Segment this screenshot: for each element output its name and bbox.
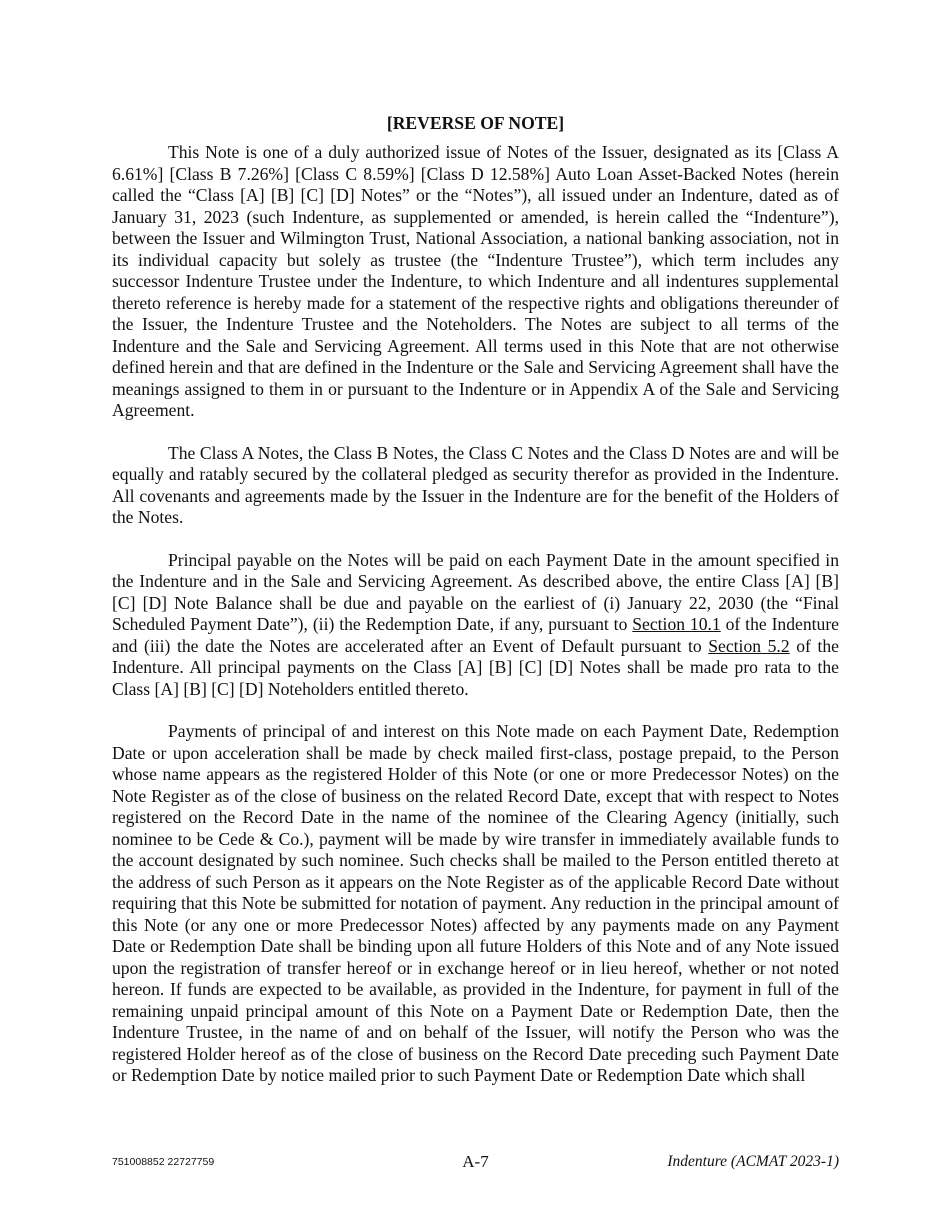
document-page	[112, 112, 839, 1108]
footer-document-title: Indenture (ACMAT 2023-1)	[667, 1153, 839, 1170]
section-reference-10-1: Section 10.1	[632, 614, 721, 634]
paragraph-principal-text-1: Principal payable on the Notes will be paid on each Payment Date in the amount specified in the Indenture and in the Sale and Servicing Agreement. As described above, the entire Class [A] [B] [C] [D] Note Balance shall be due and payable on the earliest of (i) January 22, 2030 (the “Final Scheduled Payment Date”), (ii) the Redemption Date, if any, pursuant to	[112, 549, 839, 634]
paragraph-note-description: This Note is one of a duly authorized issue of Notes of the Issuer, designated as its [Class A 6.61%] [Class B 7.26%] [Class C 8.59%] [Class D 12.58%] Auto Loan Asset-Backed Notes (herein called the “Class [A] [B] [C] [D] Notes” or the “Notes”), all issued under an Indenture, dated as of January 31, 2023 (such Indenture, as supplemented or amended, is herein called the “Indenture”), between the Issuer and Wilmington Trust, National Association, a national banking association, not in its individual capacity but solely as trustee (the “Indenture Trustee”), which term includes any successor Indenture Trustee under the Indenture, to which Indenture and all indentures supplemental thereto reference is hereby made for a statement of the respective rights and obligations thereunder of the Issuer, the Indenture Trustee and the Noteholders. The Notes are subject to all terms of the Indenture and the Sale and Servicing Agreement. All terms used in this Note that are not otherwise defined herein and that are defined in the Indenture or the Sale and Servicing Agreement shall have the meanings assigned to them in or pursuant to the Indenture or in Appendix A of the Sale and Servicing Agreement.	[112, 142, 839, 420]
footer-document-id: 751008852 22727759	[112, 1156, 215, 1168]
footer-page-number: A-7	[462, 1152, 489, 1171]
page-footer	[112, 1152, 839, 1176]
section-reference-5-2: Section 5.2	[708, 635, 790, 656]
paragraph-payments: Payments of principal of and interest on this Note made on each Payment Date, Redemption Date or upon acceleration shall be made by check mailed first-class, postage prepaid, to the Person whose name appears as the registered Holder of this Note (or one or more Predecessor Notes) on the Note Register as of the close of business on the related Record Date, except that with respect to Notes registered on the Record Date in the name of the nominee of the Clearing Agency (initially, such nominee to be Cede & Co.), payment will be made by wire transfer in immediately available funds to the account designated by such nominee. Such checks shall be mailed to the Person entitled thereto at the address of such Person as it appears on the Note Register as of the applicable Record Date without requiring that this Note be submitted for notation of payment. Any reduction in the principal amount of this Note (or any one or more Predecessor Notes) affected by any payments made on any Payment Date or Redemption Date shall be binding upon all future Holders of this Note and of any Note issued upon the registration of transfer hereof or in exchange hereof or in lieu hereof, whether or not noted hereon. If funds are expected to be available, as provided in the Indenture, for payment in full of the remaining unpaid principal amount of this Note on a Payment Date or Redemption Date, then the Indenture Trustee, in the name of and on behalf of the Issuer, will notify the Person who was the registered Holder hereof as of the close of business on the Record Date preceding such Payment Date or Redemption Date by notice mailed prior to such Payment Date or Redemption Date which shall	[112, 721, 839, 1085]
paragraph-principal-text-3: of the Indenture. All principal payments on the Class [A] [B] [C] [D] Notes shall be made pro rata to the Class [A] [B] [C] [D] Noteholders entitled thereto.	[112, 635, 839, 699]
paragraph-principal-payable	[112, 550, 839, 701]
paragraph-security: The Class A Notes, the Class B Notes, the Class C Notes and the Class D Notes are and will be equally and ratably secured by the collateral pledged as security therefor as provided in the Indenture. All covenants and agreements made by the Issuer in the Indenture are for the benefit of the Holders of the Notes.	[112, 442, 839, 527]
paragraph-principal-text-2: of the Indenture and (iii) the date the Notes are accelerated after an Event of Default pursuant to	[112, 614, 839, 656]
page-heading: [REVERSE OF NOTE]	[386, 113, 565, 133]
